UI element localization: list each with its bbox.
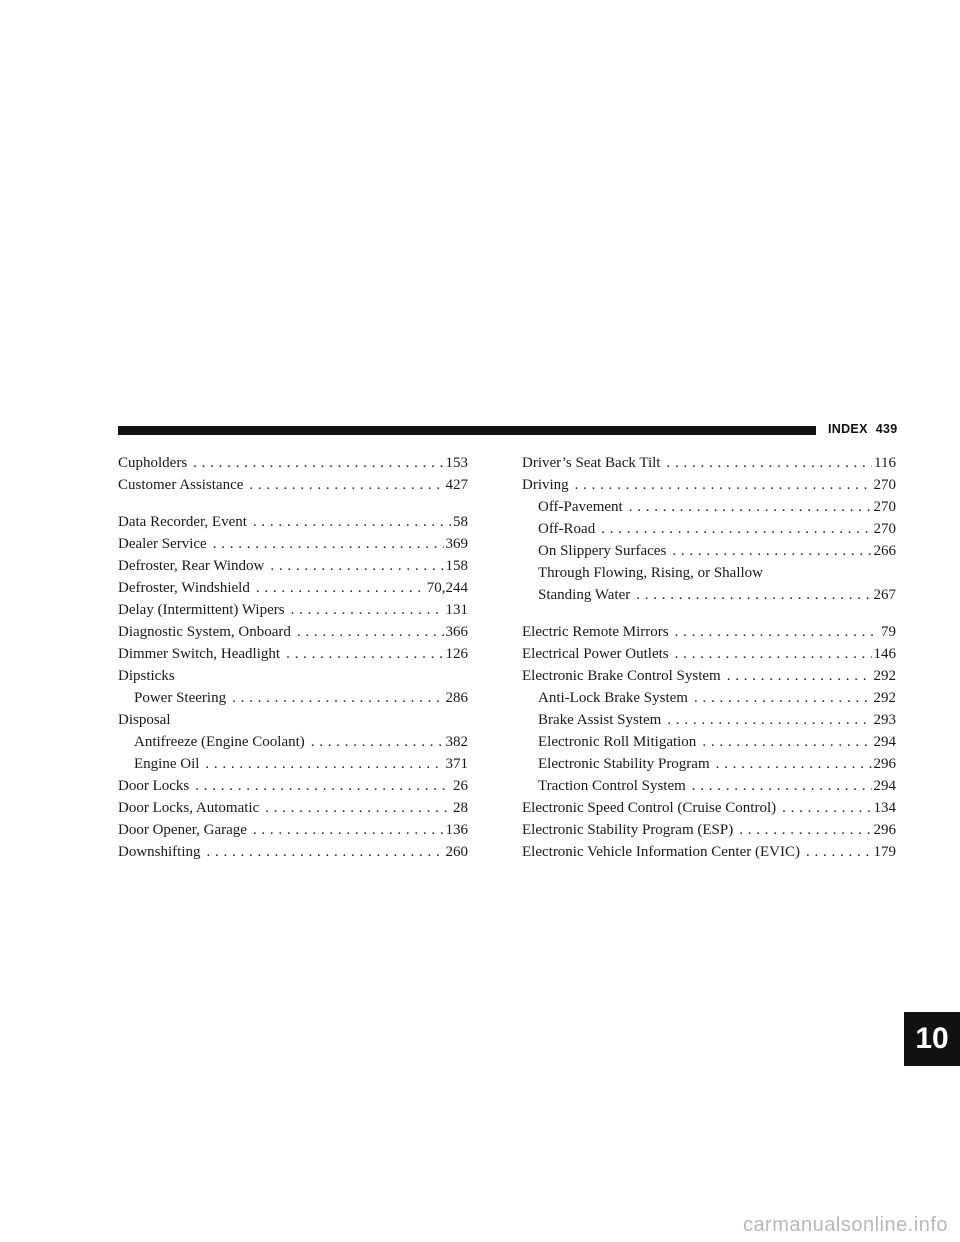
dot-leader [311, 731, 444, 753]
entry-label: Delay (Intermittent) Wipers [118, 602, 285, 618]
entry-label: Door Opener, Garage [118, 822, 247, 838]
dot-leader [291, 599, 444, 621]
dot-leader [297, 621, 444, 643]
index-entry [118, 775, 468, 797]
entry-page: 267 [873, 587, 896, 603]
entry-label: Defroster, Windshield [118, 580, 250, 596]
entry-label: Power Steering [134, 690, 227, 706]
index-entry [118, 474, 468, 496]
index-entry [118, 452, 468, 474]
dot-leader [249, 474, 443, 496]
dot-leader [675, 621, 879, 643]
entry-label: Electronic Speed Control (Cruise Control) [522, 800, 777, 816]
entry-label: Electronic Stability Program [538, 756, 710, 772]
section-title: INDEX [828, 422, 868, 436]
index-entry [522, 797, 896, 819]
entry-label: Defroster, Rear Window [118, 558, 265, 574]
entry-page: 158 [445, 558, 468, 574]
index-subentry [118, 731, 468, 753]
index-column-right [522, 452, 896, 863]
entry-page: 286 [445, 690, 468, 706]
index-entry [118, 643, 468, 665]
entry-gap [118, 496, 468, 511]
entry-page: 266 [873, 543, 896, 559]
dot-leader [265, 797, 451, 819]
index-subentry [522, 540, 896, 562]
index-entry [522, 819, 896, 841]
index-entry [522, 841, 896, 863]
entry-page: 296 [873, 756, 896, 772]
dot-leader [666, 452, 872, 474]
dot-leader [694, 687, 872, 709]
entry-label: Standing Water [538, 587, 631, 603]
entry-page: 131 [445, 602, 468, 618]
dot-leader [232, 687, 443, 709]
index-entry [522, 643, 896, 665]
index-subentry [522, 584, 896, 606]
entry-page: 366 [445, 624, 468, 640]
entry-page: 28 [453, 800, 468, 816]
entry-page: 126 [445, 646, 468, 662]
entry-page: 292 [873, 668, 896, 684]
entry-page: 293 [873, 712, 896, 728]
index-subentry [118, 753, 468, 775]
dot-leader [207, 841, 444, 863]
index-entry [118, 797, 468, 819]
entry-label: Antifreeze (Engine Coolant) [134, 734, 305, 750]
entry-label: Engine Oil [134, 756, 200, 772]
entry-page: 382 [445, 734, 468, 750]
entry-page: 270 [873, 521, 896, 537]
entry-page: 116 [874, 455, 896, 471]
index-subentry [522, 496, 896, 518]
index-entry [522, 621, 896, 643]
dot-leader [253, 819, 444, 841]
dot-leader [806, 841, 872, 863]
index-entry [522, 452, 896, 474]
dot-leader [601, 518, 871, 540]
dot-leader [782, 797, 871, 819]
header-rule [118, 426, 816, 435]
dot-leader [195, 775, 451, 797]
dot-leader [672, 540, 871, 562]
entry-page: 153 [445, 455, 468, 471]
index-heading: Disposal [118, 712, 171, 728]
chapter-tab [904, 1012, 960, 1066]
index-subentry [522, 687, 896, 709]
entry-page: 260 [445, 844, 468, 860]
index-column-left [118, 452, 468, 863]
chapter-number: 10 [915, 1022, 949, 1055]
dot-leader [739, 819, 871, 841]
entry-label: Electronic Stability Program (ESP) [522, 822, 734, 838]
dot-leader [270, 555, 443, 577]
index-subentry [522, 775, 896, 797]
dot-leader [667, 709, 871, 731]
entry-label: Dimmer Switch, Headlight [118, 646, 281, 662]
entry-page: 179 [873, 844, 896, 860]
dot-leader [629, 496, 872, 518]
index-entry [118, 599, 468, 621]
index-subentry [522, 518, 896, 540]
entry-page: 292 [873, 690, 896, 706]
index-heading: Dipsticks [118, 668, 175, 684]
entry-label: On Slippery Surfaces [538, 543, 667, 559]
entry-page: 294 [873, 778, 896, 794]
index-entry [522, 474, 896, 496]
dot-leader [253, 511, 451, 533]
index-entry [118, 555, 468, 577]
dot-leader [213, 533, 444, 555]
index-subentry [522, 709, 896, 731]
index-heading: Through Flowing, Rising, or Shallow [538, 565, 764, 581]
dot-leader [716, 753, 872, 775]
entry-page: 427 [445, 477, 468, 493]
entry-label: Electric Remote Mirrors [522, 624, 669, 640]
entry-page: 134 [873, 800, 896, 816]
entry-label: Dealer Service [118, 536, 207, 552]
dot-leader [286, 643, 443, 665]
index-entry [118, 577, 468, 599]
entry-label: Traction Control System [538, 778, 686, 794]
watermark: carmanualsonline.info [742, 1214, 948, 1236]
index-entry [118, 621, 468, 643]
entry-label: Electronic Roll Mitigation [538, 734, 697, 750]
entry-label: Downshifting [118, 844, 201, 860]
index-entry [522, 665, 896, 687]
entry-page: 371 [445, 756, 468, 772]
dot-leader [575, 474, 872, 496]
entry-page: 58 [453, 514, 468, 530]
index-subentry [522, 731, 896, 753]
entry-label: Off-Pavement [538, 499, 623, 515]
entry-label: Anti-Lock Brake System [538, 690, 688, 706]
entry-label: Brake Assist System [538, 712, 662, 728]
index-entry [118, 819, 468, 841]
dot-leader [702, 731, 871, 753]
entry-page: 70,244 [426, 580, 468, 596]
entry-label: Cupholders [118, 455, 188, 471]
entry-page: 270 [873, 477, 896, 493]
entry-label: Electronic Vehicle Information Center (EVIC) [522, 844, 800, 860]
index-subentry [118, 687, 468, 709]
entry-label: Electronic Brake Control System [522, 668, 721, 684]
entry-page: 296 [873, 822, 896, 838]
entry-label: Diagnostic System, Onboard [118, 624, 291, 640]
page-number: 439 [875, 422, 898, 436]
entry-page: 270 [873, 499, 896, 515]
entry-page: 294 [873, 734, 896, 750]
entry-gap [522, 606, 896, 621]
index-entry [118, 533, 468, 555]
entry-label: Data Recorder, Event [118, 514, 247, 530]
dot-leader [636, 584, 871, 606]
index-entry [118, 841, 468, 863]
entry-label: Electrical Power Outlets [522, 646, 669, 662]
entry-label: Customer Assistance [118, 477, 244, 493]
entry-label: Off-Road [538, 521, 596, 537]
dot-leader [193, 452, 443, 474]
entry-page: 146 [873, 646, 896, 662]
entry-label: Driver’s Seat Back Tilt [522, 455, 661, 471]
dot-leader [675, 643, 872, 665]
entry-page: 79 [881, 624, 896, 640]
running-header [828, 422, 897, 436]
entry-label: Door Locks, Automatic [118, 800, 260, 816]
dot-leader [256, 577, 425, 599]
dot-leader [727, 665, 872, 687]
entry-page: 26 [453, 778, 468, 794]
index-entry [118, 511, 468, 533]
entry-page: 136 [445, 822, 468, 838]
dot-leader [692, 775, 872, 797]
entry-label: Driving [522, 477, 569, 493]
entry-page: 369 [445, 536, 468, 552]
entry-label: Door Locks [118, 778, 190, 794]
dot-leader [205, 753, 443, 775]
index-subentry [522, 753, 896, 775]
